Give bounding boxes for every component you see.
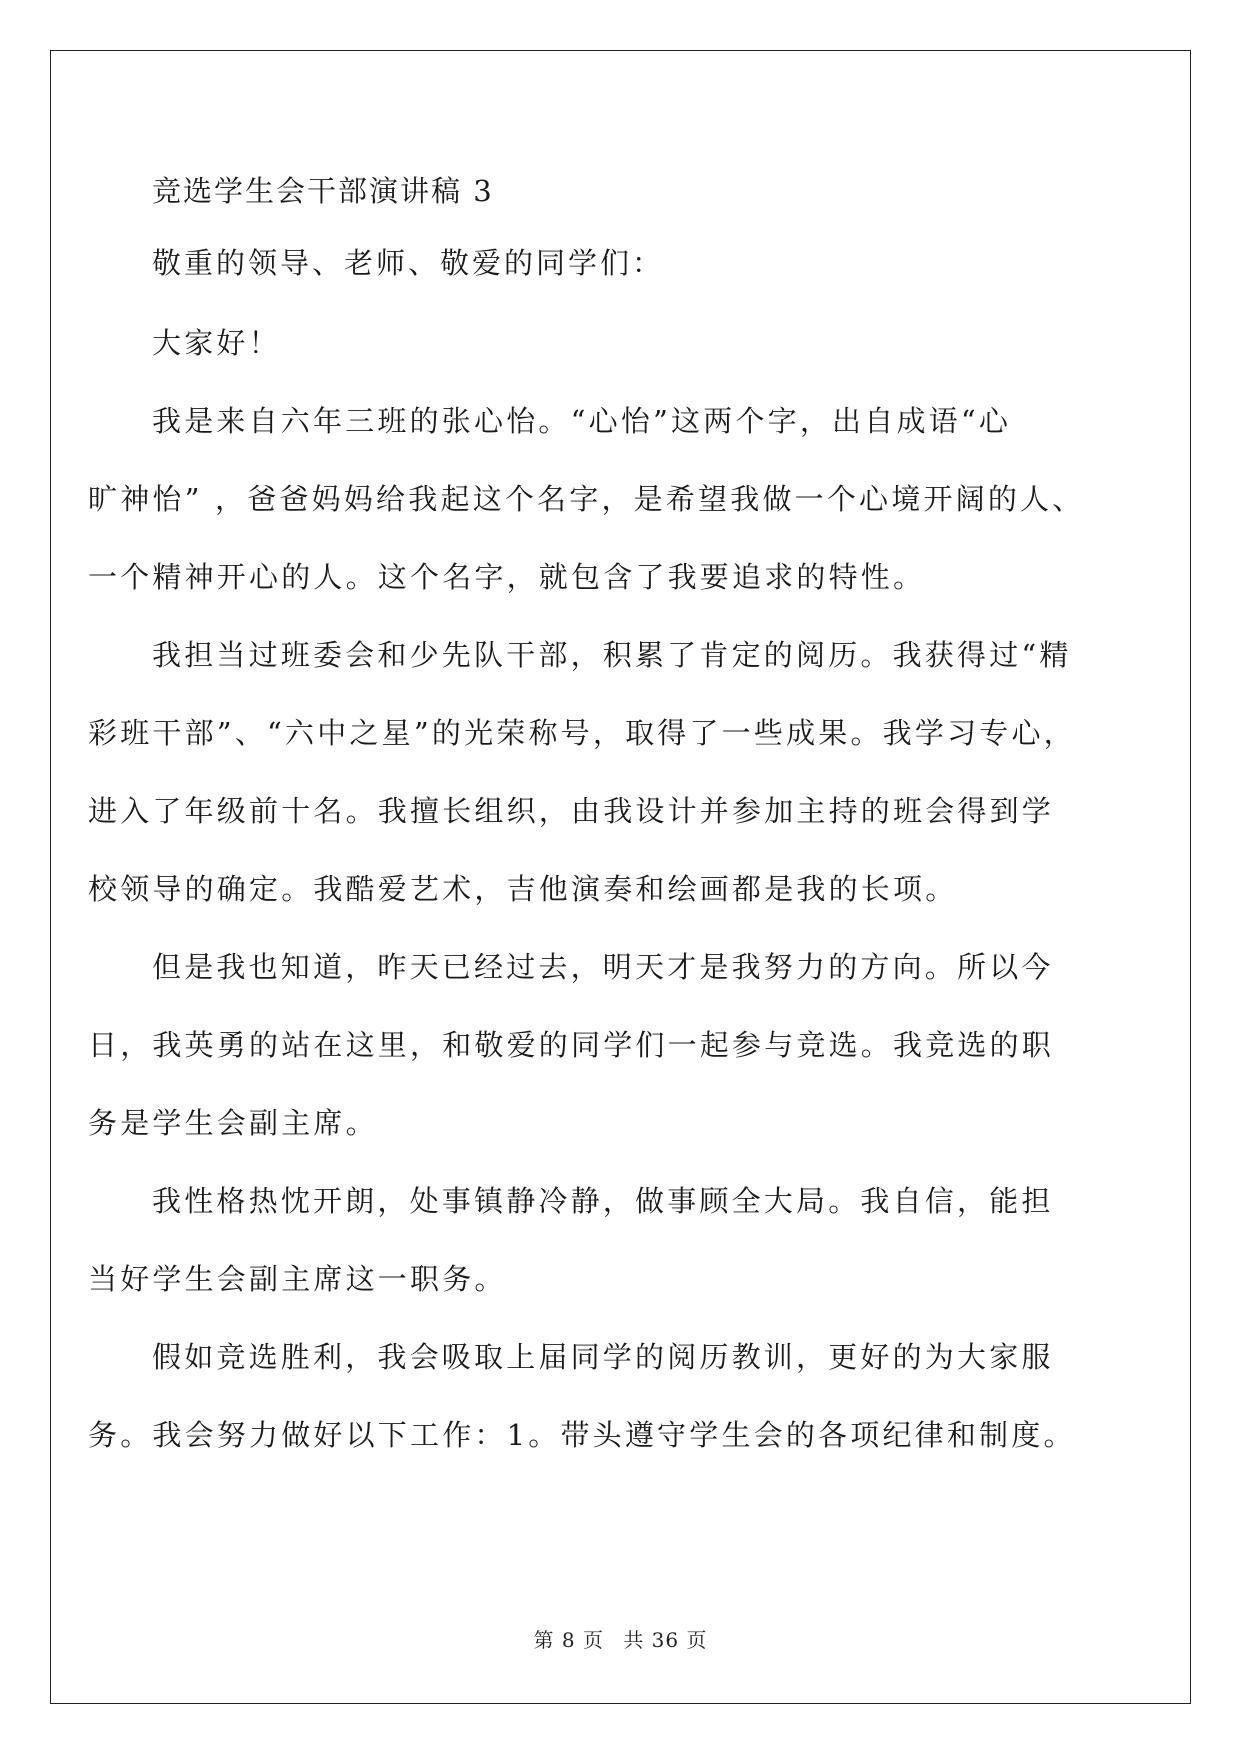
document-body [88,166,1092,1474]
paragraph-line: 日，我英勇的站在这里，和敬爱的同学们一起参与竞选。我竞选的职 [88,1028,1055,1062]
paragraph-line: 旷神怡” ，爸爸妈妈给我起这个名字，是希望我做一个心境开阔的人、 [88,482,1085,516]
paragraph-line: 彩班干部”、“六中之星”的光荣称号，取得了一些成果。我学习专心， [88,716,1076,750]
paragraph [88,1162,1092,1318]
page-number: 第 8 页 [533,1628,604,1652]
paragraph-line: 假如竞选胜利，我会吸取上届同学的阅历教训，更好的为大家服 [152,1340,1054,1374]
paragraph-line: 当好学生会副主席这一职务。 [88,1262,507,1296]
paragraph [88,1318,1092,1474]
page-footer [0,1624,1241,1653]
paragraph [88,616,1092,928]
paragraph [152,304,1092,382]
paragraph-line: 但是我也知道，昨天已经过去，明天才是我努力的方向。所以今 [152,950,1054,984]
page-total: 共 36 页 [623,1628,708,1652]
paragraph-line: 我担当过班委会和少先队干部，积累了肯定的阅历。我获得过“精 [152,638,1072,672]
paragraph-line: 我是来自六年三班的张心怡。“心怡”这两个字，出自成语“心 [152,404,1012,438]
paragraph [88,382,1092,616]
paragraph-line: 进入了年级前十名。我擅长组织，由我设计并参加主持的班会得到学 [88,794,1055,828]
paragraph-line: 大家好！ [152,326,281,360]
paragraph-line: 校领导的确定。我酷爱艺术，吉他演奏和绘画都是我的长项。 [88,872,958,906]
paragraph-line: 我性格热忱开朗，处事镇静冷静，做事顾全大局。我自信，能担 [152,1184,1054,1218]
paragraph [88,928,1092,1162]
paragraph-line: 务。我会努力做好以下工作：1。带头遵守学生会的各项纪律和制度。 [88,1418,1076,1452]
paragraph-line: 一个精神开心的人。这个名字，就包含了我要追求的特性。 [88,560,926,594]
salutation: 敬重的领导、老师、敬爱的同学们： [152,246,665,280]
document-title: 竞选学生会干部演讲稿 3 [152,174,494,208]
paragraph-line: 务是学生会副主席。 [88,1106,378,1140]
